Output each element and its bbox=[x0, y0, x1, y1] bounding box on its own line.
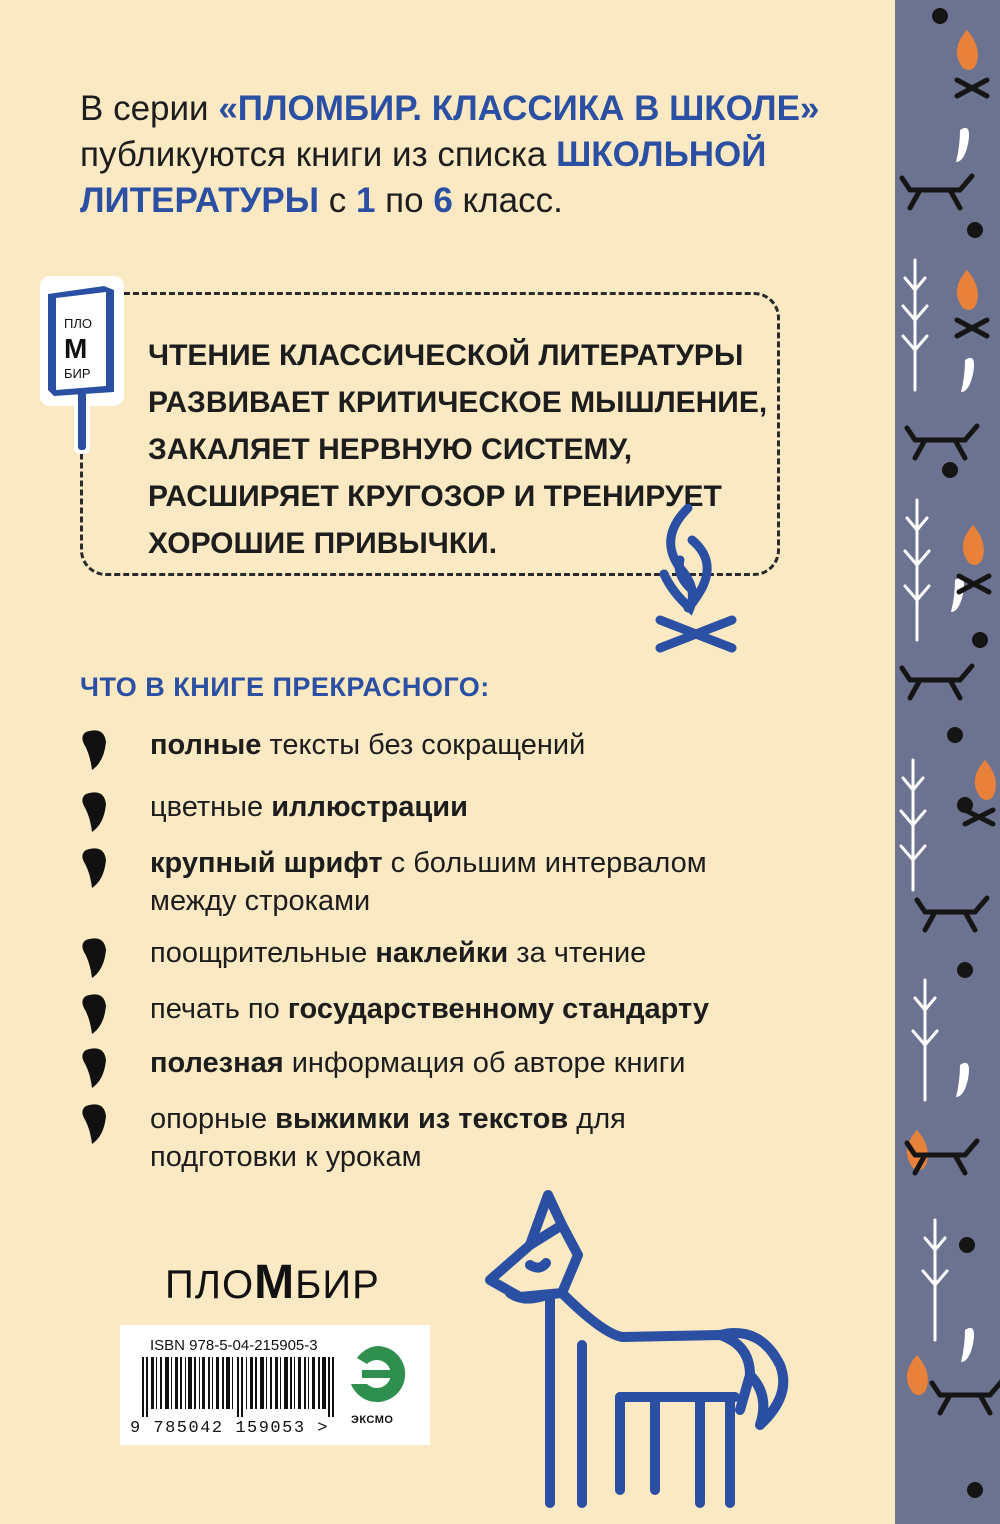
feature-pre: цветные bbox=[150, 791, 272, 823]
feature-bold: наклейки bbox=[375, 937, 509, 969]
brand-text-2: М bbox=[254, 1256, 296, 1309]
intro-text-1: В серии bbox=[80, 89, 219, 128]
brand-logo bbox=[165, 1255, 380, 1310]
intro-text-4: по bbox=[375, 181, 434, 220]
feature-pre: опорные bbox=[150, 1103, 276, 1135]
feature-bold: государственному стандарту bbox=[287, 993, 710, 1025]
ink-drop-bullet-icon bbox=[80, 1102, 108, 1146]
barcode-digits: 9 785042 159053 > bbox=[130, 1419, 329, 1438]
feature-bold: выжимки из текстов bbox=[275, 1103, 569, 1135]
ink-drop-bullet-icon bbox=[80, 846, 108, 890]
ink-drop-bullet-icon bbox=[80, 790, 108, 834]
feature-bold: полезная bbox=[150, 1047, 284, 1079]
campfire-icon bbox=[640, 500, 750, 660]
ink-drop-bullet-icon bbox=[80, 992, 108, 1036]
intro-text-2: публикуются книги из списка bbox=[80, 135, 557, 174]
features-title: ЧТО В КНИГЕ ПРЕКРАСНОГО: bbox=[80, 672, 490, 702]
intro-text-3: с bbox=[319, 181, 356, 220]
feature-pre: поощрительные bbox=[150, 937, 376, 969]
ink-drop-bullet-icon bbox=[80, 728, 108, 772]
feature-bold: иллюстрации bbox=[271, 791, 468, 823]
feature-rest: тексты без сокращений bbox=[261, 729, 586, 761]
feature-rest: с большим интервалом между строками bbox=[150, 847, 707, 917]
eksmo-logo-icon bbox=[342, 1336, 412, 1412]
feature-rest: для подготовки к урокам bbox=[150, 1103, 626, 1173]
series-intro bbox=[80, 86, 860, 224]
feature-bold: полные bbox=[150, 729, 262, 761]
brand-text-3: БИР bbox=[295, 1263, 380, 1307]
feature-bold: крупный шрифт bbox=[150, 847, 383, 879]
grade-to: 6 bbox=[433, 181, 453, 220]
decorative-pattern-strip bbox=[895, 0, 1000, 1524]
barcode-icon bbox=[142, 1357, 342, 1417]
brand-text-1: ПЛО bbox=[165, 1263, 255, 1307]
school-literature-label: ШКОЛЬНОЙ ЛИТЕРАТУРЫ bbox=[80, 135, 767, 220]
badge-text-bottom: БИР bbox=[64, 366, 91, 381]
publisher-name: ЭКСМО bbox=[351, 1414, 394, 1426]
book-badge-icon bbox=[34, 270, 134, 470]
wolf-illustration-icon bbox=[470, 1185, 810, 1515]
feature-rest: информация об авторе книги bbox=[283, 1047, 686, 1079]
feature-pre: печать по bbox=[150, 993, 288, 1025]
badge-text-top: ПЛО bbox=[64, 316, 92, 331]
callout-text: ЧТЕНИЕ КЛАССИЧЕСКОЙ ЛИТЕРАТУРЫ РАЗВИВАЕТ КРИТИЧЕСКОЕ МЫШЛЕНИЕ, ЗАКАЛЯЕТ НЕРВНУЮ СИСТЕМУ, РАСШИРЯЕТ КРУГОЗОР И ТРЕНИРУЕТ ХОРОШИЕ ПРИВЫЧКИ. bbox=[148, 339, 768, 560]
feature-rest: за чтение bbox=[508, 937, 647, 969]
badge-text-middle: М bbox=[64, 333, 88, 364]
grade-from: 1 bbox=[355, 181, 376, 220]
ink-drop-bullet-icon bbox=[80, 1046, 108, 1090]
ink-drop-bullet-icon bbox=[80, 936, 108, 980]
intro-text-5: класс. bbox=[452, 181, 563, 220]
series-name: «ПЛОМБИР. КЛАССИКА В ШКОЛЕ» bbox=[218, 89, 820, 128]
isbn-label: ISBN 978-5-04-215905-3 bbox=[150, 1337, 318, 1354]
